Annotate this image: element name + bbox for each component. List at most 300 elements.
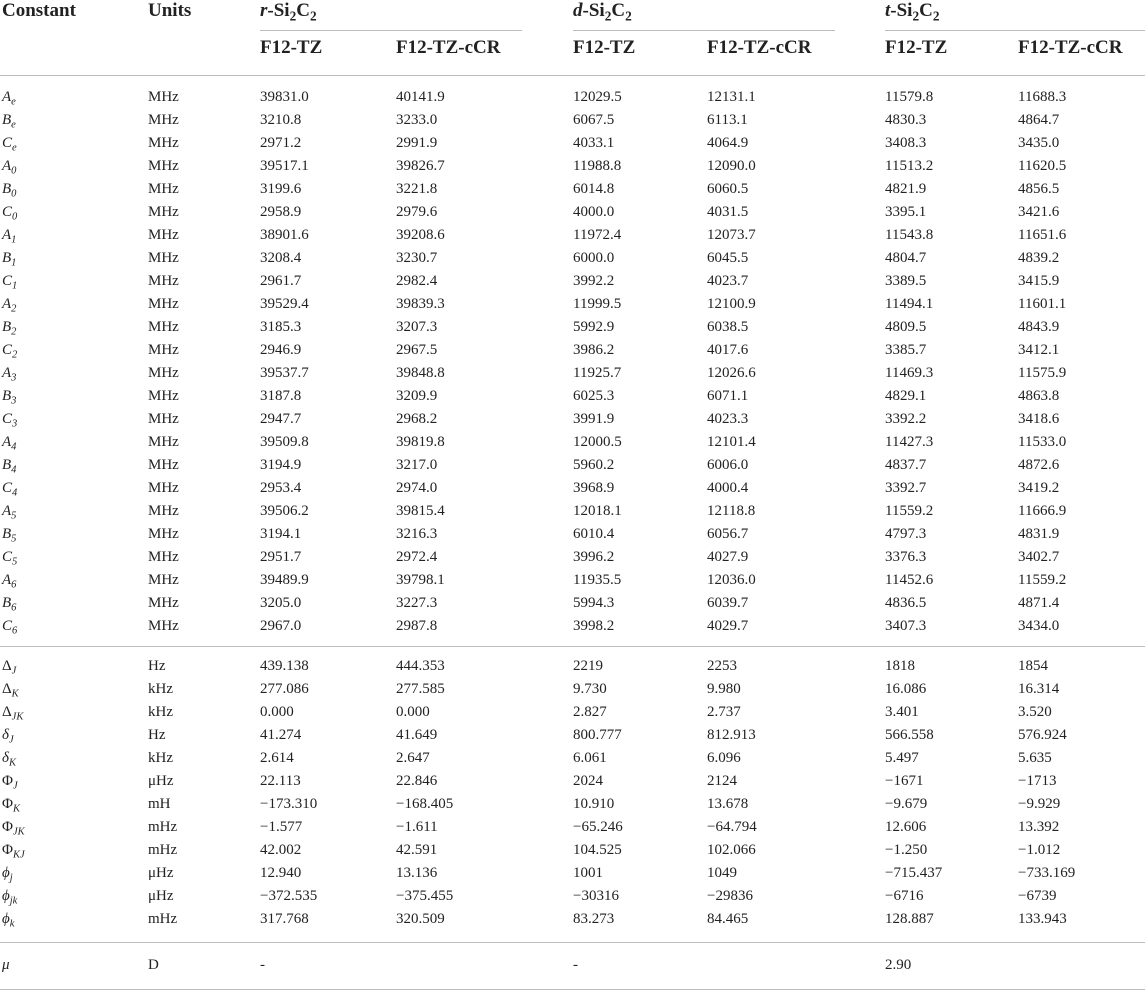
group-prefix: r <box>260 0 268 21</box>
units-cell: MHz <box>148 572 179 588</box>
symbol-subscript: 6 <box>11 579 17 591</box>
table-row <box>0 247 1145 270</box>
value-cell: −30316 <box>573 888 619 904</box>
units-cell: MHz <box>148 135 179 151</box>
value-cell: 4804.7 <box>885 250 927 266</box>
symbol: C <box>2 273 13 289</box>
group-underline-d <box>573 30 835 31</box>
units-cell: mHz <box>148 842 178 858</box>
value-cell: 3968.9 <box>573 480 615 496</box>
units-cell: μHz <box>148 888 174 904</box>
symbol-subscript: e <box>12 142 17 154</box>
value-cell: 40141.9 <box>396 89 445 105</box>
symbol: μ <box>2 957 10 973</box>
table-row <box>0 431 1145 454</box>
table-row <box>0 178 1145 201</box>
value-cell: 11533.0 <box>1018 434 1067 450</box>
units-cell: MHz <box>148 158 179 174</box>
value-cell: 812.913 <box>707 727 756 743</box>
value-cell: 11666.9 <box>1018 503 1067 519</box>
table-row <box>0 885 1145 908</box>
value-cell: 3992.2 <box>573 273 615 289</box>
value-cell: −9.679 <box>885 796 928 812</box>
symbol-subscript: JK <box>11 711 24 723</box>
value-cell: 6014.8 <box>573 181 615 197</box>
value-cell: 39831.0 <box>260 89 309 105</box>
units-cell: mH <box>148 796 171 812</box>
value-cell: 42.591 <box>396 842 438 858</box>
value-cell: 2971.2 <box>260 135 302 151</box>
table-row <box>0 201 1145 224</box>
value-cell: 4829.1 <box>885 388 927 404</box>
value-cell: 6025.3 <box>573 388 615 404</box>
symbol-subscript: 6 <box>12 625 18 637</box>
table-row <box>0 362 1145 385</box>
symbol-subscript: 2 <box>12 349 18 361</box>
constant-symbol <box>2 477 17 499</box>
value-cell: 3996.2 <box>573 549 615 565</box>
symbol: δ <box>2 727 9 743</box>
value-cell: 5992.9 <box>573 319 615 335</box>
value-cell: 39506.2 <box>260 503 309 519</box>
value-cell: 5.497 <box>885 750 919 766</box>
symbol: A <box>2 503 12 519</box>
value-cell: 3185.3 <box>260 319 302 335</box>
symbol-subscript: k <box>9 918 15 930</box>
symbol-subscript: 1 <box>11 234 17 246</box>
value-cell: 3.401 <box>885 704 919 720</box>
value-cell: 11620.5 <box>1018 158 1067 174</box>
table-row <box>0 454 1145 477</box>
value-cell: 2.737 <box>707 704 741 720</box>
value-cell: 3408.3 <box>885 135 927 151</box>
value-cell: 11559.2 <box>1018 572 1067 588</box>
table-row <box>0 270 1145 293</box>
value-cell: 12101.4 <box>707 434 756 450</box>
value-cell: 1001 <box>573 865 603 881</box>
header-method: F12-TZ <box>260 37 323 58</box>
value-cell: 320.509 <box>396 911 445 927</box>
units-cell: kHz <box>148 681 173 697</box>
value-cell: −1713 <box>1018 773 1057 789</box>
value-cell: 3233.0 <box>396 112 438 128</box>
value-cell: 5.635 <box>1018 750 1052 766</box>
units-cell: MHz <box>148 434 179 450</box>
value-cell: 6.096 <box>707 750 741 766</box>
value-cell: 11925.7 <box>573 365 622 381</box>
formula-part: C <box>611 0 626 21</box>
symbol-subscript: 3 <box>11 372 17 384</box>
value-cell: −1.577 <box>260 819 303 835</box>
formula-part: -Si <box>582 0 605 21</box>
value-cell: 1854 <box>1018 658 1048 674</box>
value-cell: 3205.0 <box>260 595 302 611</box>
value-cell: 3389.5 <box>885 273 927 289</box>
value-cell: 4843.9 <box>1018 319 1060 335</box>
value-cell: 3194.1 <box>260 526 302 542</box>
units-cell: MHz <box>148 181 179 197</box>
value-cell: 2253 <box>707 658 737 674</box>
table-row <box>0 908 1145 931</box>
value-cell: 4000.0 <box>573 204 615 220</box>
value-cell: 39529.4 <box>260 296 309 312</box>
value-cell: 11579.8 <box>885 89 934 105</box>
constant-symbol <box>2 592 16 614</box>
value-cell: 4023.7 <box>707 273 749 289</box>
symbol: C <box>2 549 13 565</box>
value-cell: 2972.4 <box>396 549 438 565</box>
value-cell: −6739 <box>1018 888 1057 904</box>
constant-symbol <box>2 132 17 154</box>
symbol: B <box>2 250 12 266</box>
value-cell: 12026.6 <box>707 365 756 381</box>
symbol-subscript: e <box>11 119 16 131</box>
value-cell: −1.611 <box>396 819 438 835</box>
symbol: B <box>2 526 12 542</box>
table-row <box>0 615 1145 638</box>
value-cell: 3392.2 <box>885 411 927 427</box>
value-cell: 3435.0 <box>1018 135 1060 151</box>
formula-part: C <box>296 0 310 21</box>
symbol: C <box>2 204 13 220</box>
value-cell: 2967.0 <box>260 618 302 634</box>
value-cell: 317.768 <box>260 911 309 927</box>
symbol: A <box>2 296 12 312</box>
formula-sub: 2 <box>604 8 612 24</box>
units-cell: MHz <box>148 227 179 243</box>
constant-symbol <box>2 155 16 177</box>
table-row <box>0 839 1145 862</box>
constant-symbol <box>2 701 23 723</box>
formula-sub: 2 <box>912 8 920 24</box>
value-cell: 22.113 <box>260 773 301 789</box>
units-cell: MHz <box>148 296 179 312</box>
value-cell: 3194.9 <box>260 457 302 473</box>
value-cell: 6067.5 <box>573 112 615 128</box>
constant-symbol <box>2 454 16 476</box>
value-cell: 4836.5 <box>885 595 927 611</box>
symbol-subscript: 5 <box>11 533 17 545</box>
constant-symbol <box>2 793 20 815</box>
value-cell: 11651.6 <box>1018 227 1067 243</box>
value-cell: 4027.9 <box>707 549 749 565</box>
formula-part: -Si <box>267 0 290 21</box>
constant-symbol <box>2 678 19 700</box>
value-cell: 39517.1 <box>260 158 309 174</box>
value-cell: 133.943 <box>1018 911 1067 927</box>
value-cell: 4837.7 <box>885 457 927 473</box>
value-cell: 3210.8 <box>260 112 302 128</box>
value-cell: 11427.3 <box>885 434 934 450</box>
value-cell: 4017.6 <box>707 342 749 358</box>
value-cell: 11543.8 <box>885 227 934 243</box>
units-cell: MHz <box>148 319 179 335</box>
constant-symbol <box>2 885 17 907</box>
symbol-subscript: J <box>11 665 17 677</box>
constant-symbol <box>2 178 16 200</box>
value-cell: 10.910 <box>573 796 615 812</box>
value-cell: 12131.1 <box>707 89 756 105</box>
constant-symbol <box>2 954 10 976</box>
value-cell: 3216.3 <box>396 526 438 542</box>
value-cell: 11688.3 <box>1018 89 1067 105</box>
section-rule <box>0 942 1145 943</box>
value-cell: 11601.1 <box>1018 296 1067 312</box>
value-cell: 6000.0 <box>573 250 615 266</box>
value-cell: 3998.2 <box>573 618 615 634</box>
value-cell: −1.012 <box>1018 842 1061 858</box>
table-row <box>0 86 1145 109</box>
formula-sub: 2 <box>932 8 940 24</box>
symbol-subscript: K <box>12 803 20 815</box>
units-cell: μHz <box>148 773 174 789</box>
value-cell: 4839.2 <box>1018 250 1060 266</box>
value-cell: 11988.8 <box>573 158 622 174</box>
table-row <box>0 224 1145 247</box>
symbol: Φ <box>2 819 13 835</box>
group-underline-t <box>885 30 1145 31</box>
table-row <box>0 724 1145 747</box>
constant-symbol <box>2 270 17 292</box>
constant-symbol <box>2 201 17 223</box>
value-cell: −168.405 <box>396 796 454 812</box>
section-rule <box>0 989 1145 990</box>
value-cell: −715.437 <box>885 865 943 881</box>
value-cell: 6045.5 <box>707 250 749 266</box>
header-method: F12-TZ-cCR <box>707 37 812 58</box>
units-cell: MHz <box>148 503 179 519</box>
constant-symbol <box>2 724 14 746</box>
value-cell: 42.002 <box>260 842 302 858</box>
symbol: B <box>2 319 12 335</box>
constant-symbol <box>2 908 14 930</box>
symbol: B <box>2 112 12 128</box>
units-cell: MHz <box>148 618 179 634</box>
group-prefix: t <box>885 0 891 21</box>
value-cell: 3434.0 <box>1018 618 1060 634</box>
units-cell: MHz <box>148 526 179 542</box>
table-row <box>0 500 1145 523</box>
value-cell: 12018.1 <box>573 503 622 519</box>
symbol-subscript: JK <box>12 826 25 838</box>
table-row <box>0 546 1145 569</box>
constant-symbol <box>2 385 16 407</box>
constant-symbol <box>2 615 17 637</box>
value-cell: 12073.7 <box>707 227 756 243</box>
value-cell: 1818 <box>885 658 915 674</box>
value-cell: 39509.8 <box>260 434 309 450</box>
value-cell: 3418.6 <box>1018 411 1060 427</box>
symbol-subscript: KJ <box>12 849 25 861</box>
symbol-subscript: 4 <box>12 487 18 499</box>
value-cell: 0.000 <box>396 704 430 720</box>
value-cell: 39489.9 <box>260 572 309 588</box>
value-cell: 4031.5 <box>707 204 749 220</box>
symbol: Δ <box>2 704 12 720</box>
value-cell: 13.392 <box>1018 819 1060 835</box>
value-cell: 3392.7 <box>885 480 927 496</box>
value-cell: −6716 <box>885 888 924 904</box>
value-cell: - <box>260 957 265 973</box>
value-cell: 5994.3 <box>573 595 615 611</box>
value-cell: −733.169 <box>1018 865 1076 881</box>
value-cell: 4809.5 <box>885 319 927 335</box>
table-row <box>0 132 1145 155</box>
symbol: C <box>2 618 13 634</box>
symbol-subscript: 1 <box>11 257 17 269</box>
value-cell: 2.827 <box>573 704 607 720</box>
value-cell: 6006.0 <box>707 457 749 473</box>
table-row <box>0 477 1145 500</box>
constant-symbol <box>2 431 16 453</box>
value-cell: 3.520 <box>1018 704 1052 720</box>
value-cell: 39839.3 <box>396 296 445 312</box>
symbol-subscript: 6 <box>11 602 17 614</box>
value-cell: 3230.7 <box>396 250 438 266</box>
value-cell: 2958.9 <box>260 204 302 220</box>
value-cell: 0.000 <box>260 704 294 720</box>
value-cell: 39815.4 <box>396 503 445 519</box>
value-cell: 4872.6 <box>1018 457 1060 473</box>
value-cell: 13.136 <box>396 865 438 881</box>
table-row <box>0 316 1145 339</box>
value-cell: 11513.2 <box>885 158 934 174</box>
value-cell: 2982.4 <box>396 273 438 289</box>
units-cell: MHz <box>148 365 179 381</box>
symbol-subscript: 3 <box>12 418 18 430</box>
value-cell: −65.246 <box>573 819 623 835</box>
value-cell: 16.314 <box>1018 681 1060 697</box>
table-row <box>0 747 1145 770</box>
symbol-subscript: jk <box>9 895 18 907</box>
value-cell: 39826.7 <box>396 158 445 174</box>
value-cell: 6060.5 <box>707 181 749 197</box>
value-cell: 3227.3 <box>396 595 438 611</box>
value-cell: 6071.1 <box>707 388 749 404</box>
value-cell: 3209.9 <box>396 388 438 404</box>
header-method: F12-TZ <box>885 37 948 58</box>
table-row <box>0 793 1145 816</box>
constant-symbol <box>2 839 25 861</box>
value-cell: 104.525 <box>573 842 622 858</box>
value-cell: 444.353 <box>396 658 445 674</box>
value-cell: 84.465 <box>707 911 749 927</box>
value-cell: 2024 <box>573 773 603 789</box>
value-cell: 11999.5 <box>573 296 622 312</box>
constant-symbol <box>2 408 17 430</box>
value-cell: 3187.8 <box>260 388 302 404</box>
value-cell: 4856.5 <box>1018 181 1060 197</box>
value-cell: 16.086 <box>885 681 927 697</box>
table-row <box>0 155 1145 178</box>
units-cell: MHz <box>148 112 179 128</box>
units-cell: MHz <box>148 250 179 266</box>
value-cell: 3208.4 <box>260 250 302 266</box>
value-cell: 2987.8 <box>396 618 438 634</box>
value-cell: 128.887 <box>885 911 934 927</box>
value-cell: 3991.9 <box>573 411 615 427</box>
value-cell: 3199.6 <box>260 181 302 197</box>
symbol: C <box>2 135 13 151</box>
value-cell: −64.794 <box>707 819 757 835</box>
symbol: C <box>2 480 13 496</box>
formula-part: C <box>919 0 933 21</box>
symbol-subscript: 0 <box>12 211 18 223</box>
header-constant: Constant <box>2 0 76 21</box>
value-cell: 6113.1 <box>707 112 748 128</box>
value-cell: 4064.9 <box>707 135 749 151</box>
value-cell: 277.585 <box>396 681 445 697</box>
constant-symbol <box>2 109 16 131</box>
units-cell: Hz <box>148 658 166 674</box>
value-cell: 3385.7 <box>885 342 927 358</box>
symbol: Δ <box>2 681 12 697</box>
table-row <box>0 293 1145 316</box>
value-cell: 11452.6 <box>885 572 934 588</box>
value-cell: 12118.8 <box>707 503 756 519</box>
symbol-subscript: J <box>8 734 14 746</box>
constant-symbol <box>2 362 16 384</box>
constant-symbol <box>2 569 16 591</box>
symbol: A <box>2 89 12 105</box>
table-row <box>0 523 1145 546</box>
value-cell: 3415.9 <box>1018 273 1060 289</box>
symbol: C <box>2 342 13 358</box>
value-cell: 41.649 <box>396 727 438 743</box>
value-cell: 41.274 <box>260 727 302 743</box>
symbol: B <box>2 457 12 473</box>
value-cell: 3221.8 <box>396 181 438 197</box>
table-row <box>0 408 1145 431</box>
header-rule <box>0 75 1145 76</box>
units-cell: MHz <box>148 480 179 496</box>
symbol: ϕ <box>2 888 10 904</box>
symbol: A <box>2 572 12 588</box>
value-cell: 1049 <box>707 865 737 881</box>
value-cell: 2124 <box>707 773 737 789</box>
value-cell: 4821.9 <box>885 181 927 197</box>
value-cell: 2968.2 <box>396 411 438 427</box>
value-cell: 12090.0 <box>707 158 756 174</box>
units-cell: MHz <box>148 273 179 289</box>
symbol: A <box>2 227 12 243</box>
value-cell: 2991.9 <box>396 135 438 151</box>
value-cell: 3402.7 <box>1018 549 1060 565</box>
constant-symbol <box>2 224 16 246</box>
value-cell: 6039.7 <box>707 595 749 611</box>
value-cell: 2979.6 <box>396 204 438 220</box>
value-cell: 3986.2 <box>573 342 615 358</box>
value-cell: 12029.5 <box>573 89 622 105</box>
units-cell: MHz <box>148 388 179 404</box>
symbol: ϕ <box>2 865 10 881</box>
value-cell: 4863.8 <box>1018 388 1060 404</box>
symbol-subscript: 5 <box>11 510 17 522</box>
table-row <box>0 385 1145 408</box>
symbol: Δ <box>2 658 12 674</box>
group-underline-r <box>260 30 522 31</box>
constant-symbol <box>2 655 16 677</box>
symbol-subscript: 3 <box>11 395 17 407</box>
table-row <box>0 592 1145 615</box>
formula-sub: 2 <box>309 8 317 24</box>
table-row <box>0 816 1145 839</box>
constant-symbol <box>2 86 16 108</box>
symbol: A <box>2 365 12 381</box>
value-cell: - <box>573 957 578 973</box>
value-cell: 2967.5 <box>396 342 438 358</box>
value-cell: 39537.7 <box>260 365 309 381</box>
